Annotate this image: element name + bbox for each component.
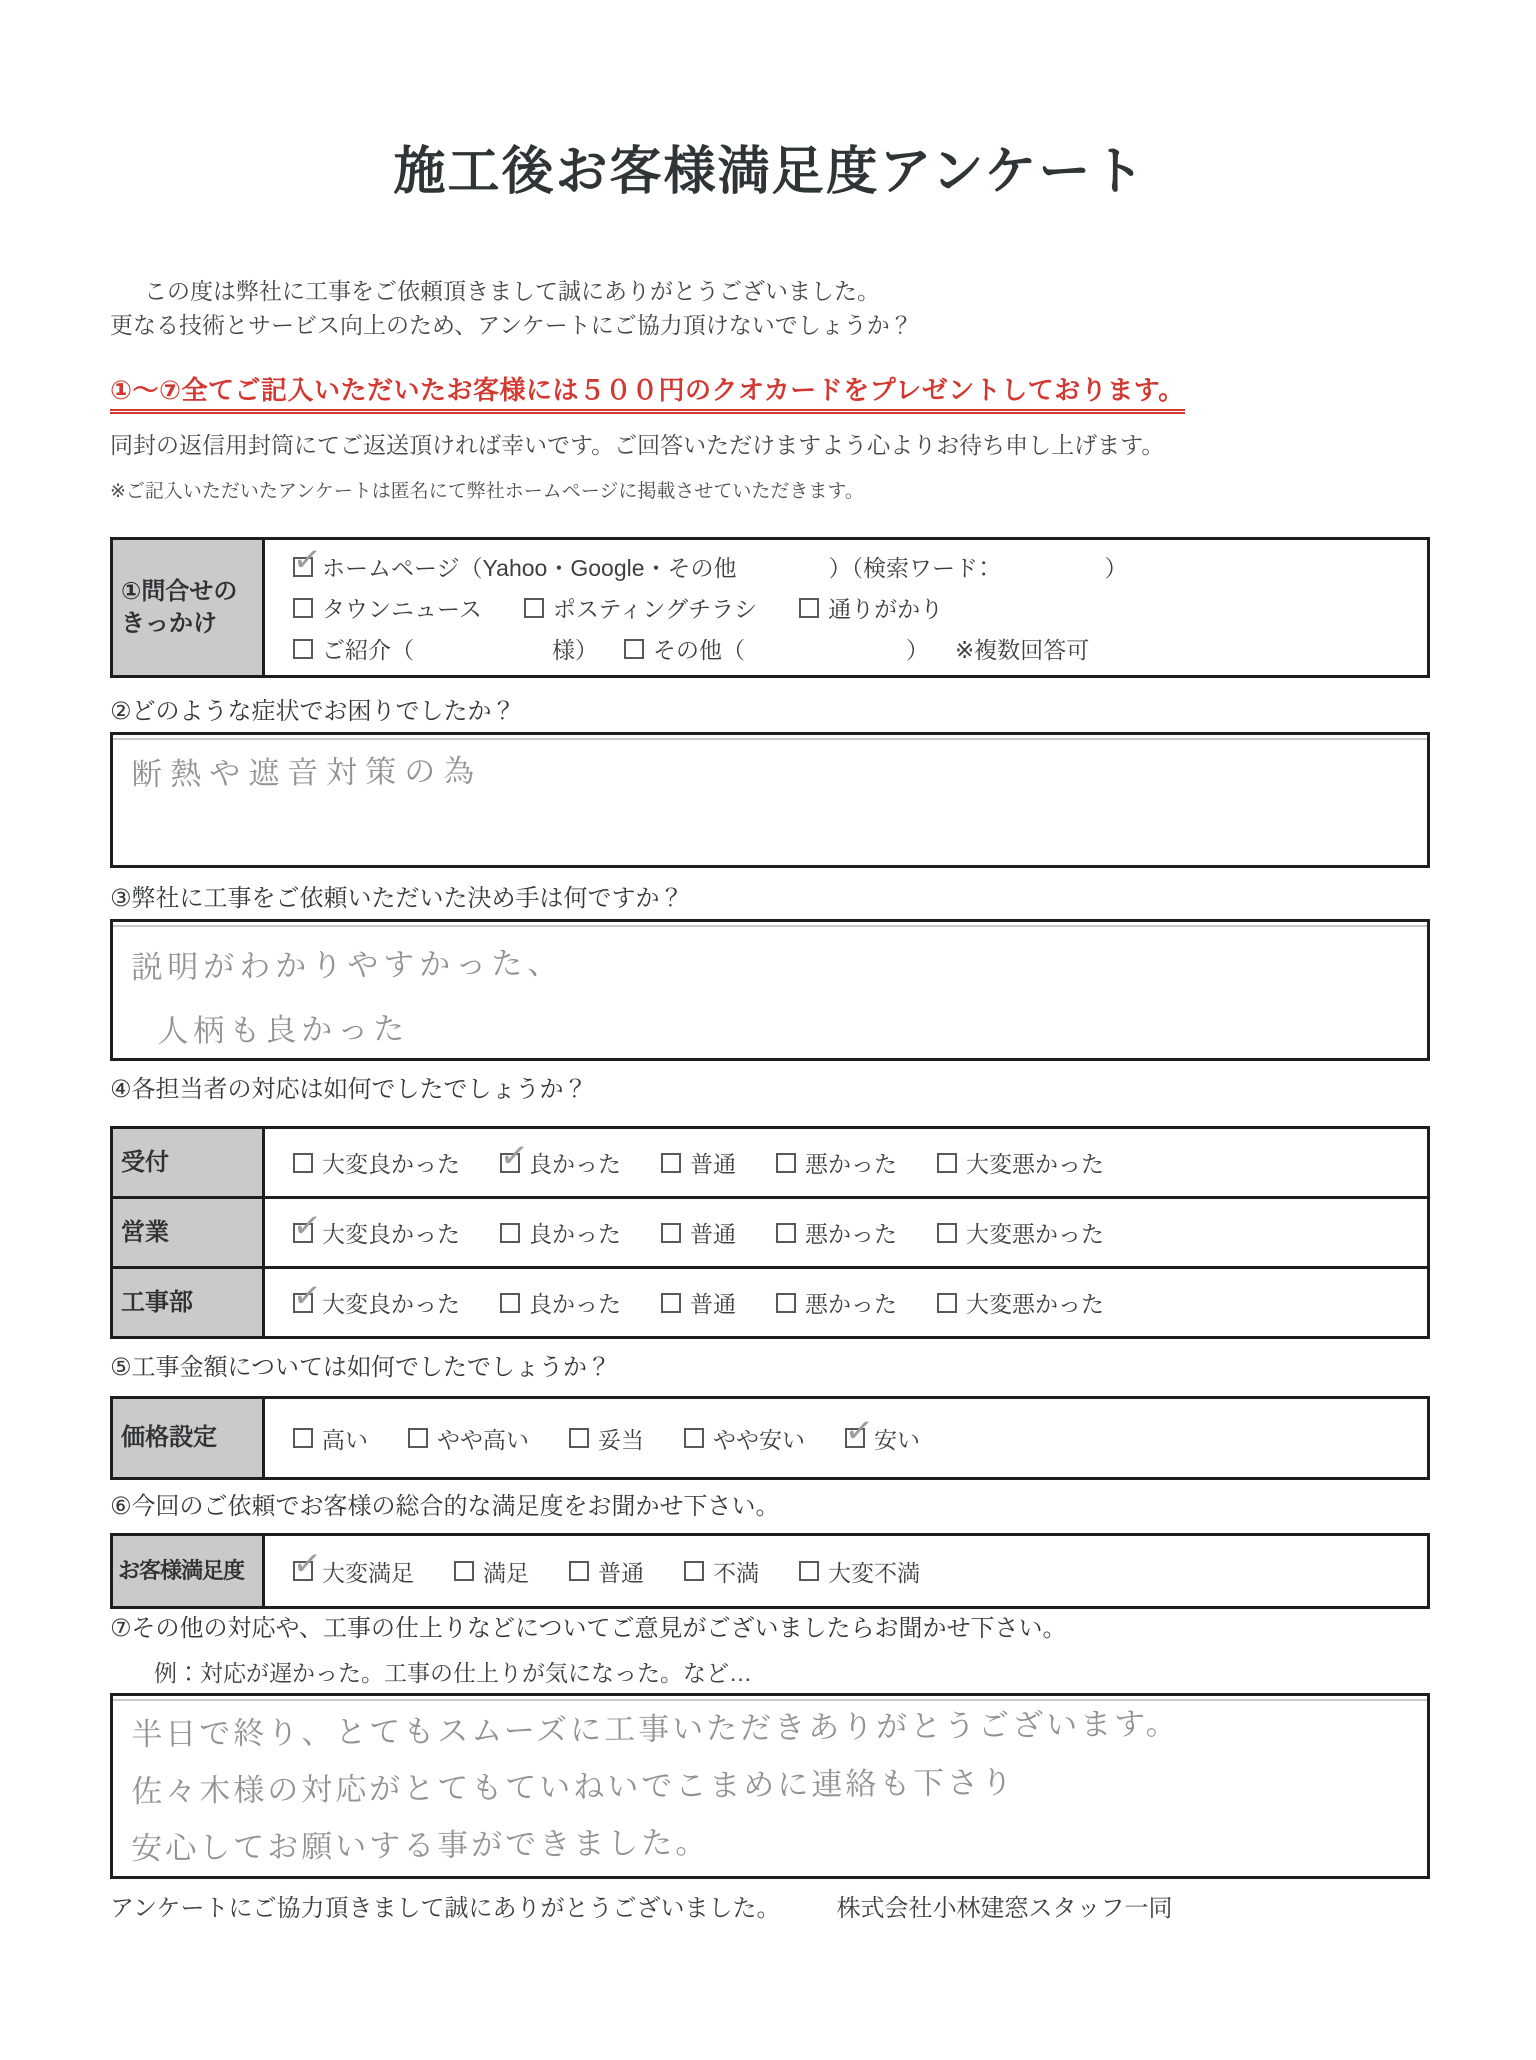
rating-option [661, 1216, 736, 1249]
satisfaction-option [569, 1555, 644, 1588]
rating-option [293, 1286, 460, 1319]
q5-row-header: 価格設定 [113, 1399, 265, 1477]
satisfaction-label: 大変不満 [828, 1559, 920, 1586]
rating-label: 大変悪かった [966, 1291, 1104, 1317]
option-passing-by [799, 591, 943, 624]
rating-option [937, 1146, 1104, 1179]
satisfaction-label: 満足 [483, 1559, 529, 1586]
footer-company: 株式会社小林建窓スタッフ一同 [836, 1895, 1173, 1922]
rating-label: 大変良かった [322, 1291, 460, 1317]
q5-options-cell [265, 1399, 1427, 1477]
price-option [408, 1422, 529, 1455]
option-homepage [293, 550, 1128, 583]
q2-question: ②どのような症状でお困りでしたか？ [110, 698, 516, 725]
rating-option [937, 1216, 1104, 1249]
checkbox-reception-good[interactable] [500, 1153, 520, 1173]
rating-label: 普通 [690, 1291, 736, 1317]
price-option [845, 1422, 920, 1455]
option-town-news [293, 591, 482, 624]
q7-handwritten-line1: 半日で終り、とてもスムーズに工事いただきありがとうございます。 [131, 1706, 1180, 1752]
price-label: 妥当 [598, 1426, 644, 1453]
checkbox-very-dissatisfied[interactable] [799, 1561, 819, 1581]
checkbox-sales-normal[interactable] [661, 1223, 681, 1243]
checkbox-construction-bad[interactable] [776, 1293, 796, 1313]
checkbox-other[interactable] [624, 639, 644, 659]
q3-handwritten-answer-line1: 説明がわかりやすかった、 [131, 945, 564, 985]
q4-row-sales-header: 営業 [113, 1199, 265, 1266]
checkbox-construction-verygood[interactable] [293, 1293, 313, 1313]
option-referral [293, 632, 598, 665]
checkbox-homepage[interactable] [293, 557, 313, 577]
checkbox-price-cheap[interactable] [845, 1428, 865, 1448]
checkbox-price-high[interactable] [293, 1428, 313, 1448]
q4-row-reception-options [265, 1129, 1427, 1196]
q2-handwritten-answer: 断熱や遮音対策の為 [131, 753, 483, 792]
q1-option-row-1 [293, 546, 1417, 587]
rating-label: 良かった [529, 1291, 621, 1317]
checkbox-passing-by[interactable] [799, 598, 819, 618]
checkbox-reception-verybad[interactable] [937, 1153, 957, 1173]
rating-label: 普通 [690, 1151, 736, 1177]
satisfaction-label: 普通 [598, 1559, 644, 1586]
q1-options-cell [265, 540, 1427, 675]
option-posting-flyer [524, 591, 757, 624]
checkbox-very-satisfied[interactable] [293, 1561, 313, 1581]
checkbox-normal[interactable] [569, 1561, 589, 1581]
intro-paragraph [110, 274, 1430, 342]
satisfaction-option [454, 1555, 529, 1588]
q6-satisfaction-table [110, 1533, 1430, 1609]
q5-question: ⑤工事金額については如何でしたでしょうか？ [110, 1354, 612, 1381]
rating-option [293, 1216, 460, 1249]
price-option [684, 1422, 805, 1455]
checkbox-price-fair[interactable] [569, 1428, 589, 1448]
q6-options-cell [265, 1536, 1427, 1606]
q1-option-row-2 [293, 587, 1417, 628]
rating-option [776, 1216, 897, 1249]
checkbox-price-bit-high[interactable] [408, 1428, 428, 1448]
price-option [569, 1422, 644, 1455]
rating-label: 大変良かった [322, 1151, 460, 1177]
rating-label: 大変悪かった [966, 1151, 1104, 1177]
multiple-answers-note [955, 632, 1089, 665]
page-title: 施工後お客様満足度アンケート [393, 143, 1147, 201]
option-other [624, 632, 929, 665]
q4-row-reception-header: 受付 [113, 1129, 265, 1196]
survey-page [0, 140, 1536, 2060]
q4-row-reception [113, 1129, 1427, 1196]
satisfaction-label: 大変満足 [322, 1559, 414, 1586]
rating-label: 大変良かった [322, 1221, 460, 1247]
q4-row-construction-options [265, 1269, 1427, 1336]
campaign-text: ①～⑦全てご記入いただいたお客様には５００円のクオカードをプレゼントしております。 [110, 374, 1185, 414]
rating-label: 良かった [529, 1151, 621, 1177]
checkbox-satisfied[interactable] [454, 1561, 474, 1581]
checkbox-town-news[interactable] [293, 598, 313, 618]
intro-line-1: この度は弊社に工事をご依頼頂きまして誠にありがとうございました。 [144, 278, 880, 304]
checkbox-dissatisfied[interactable] [684, 1561, 704, 1581]
rating-label: 悪かった [805, 1291, 897, 1317]
checkbox-price-bit-cheap[interactable] [684, 1428, 704, 1448]
q1-row-header-line1: ①問合せの [121, 577, 238, 605]
multiple-answers-note-label: ※複数回答可 [955, 637, 1090, 663]
checkbox-construction-normal[interactable] [661, 1293, 681, 1313]
checkbox-sales-verybad[interactable] [937, 1223, 957, 1243]
rating-option [937, 1286, 1104, 1319]
satisfaction-label: 不満 [713, 1559, 759, 1586]
q4-row-construction [113, 1266, 1427, 1336]
q4-question: ④各担当者の対応は如何でしたでしょうか？ [110, 1076, 588, 1103]
campaign-banner [110, 374, 1430, 414]
checkbox-construction-verybad[interactable] [937, 1293, 957, 1313]
satisfaction-option [799, 1555, 920, 1588]
intro-line-2: 更なる技術とサービス向上のため、アンケートにご協力頂けないでしょうか？ [110, 312, 913, 338]
q2-answer-box [110, 732, 1430, 868]
rating-option [661, 1286, 736, 1319]
q4-row-sales [113, 1196, 1427, 1266]
rating-label: 普通 [690, 1221, 736, 1247]
q7-question: ⑦その他の対応や、工事の仕上りなどについてご意見がございましたらお聞かせ下さい。 [110, 1615, 1067, 1642]
q3-answer-box [110, 919, 1430, 1061]
satisfaction-option [684, 1555, 759, 1588]
q1-contact-trigger-table [110, 537, 1430, 678]
price-label: 安い [874, 1426, 920, 1453]
option-posting-flyer-label: ポスティングチラシ [552, 596, 758, 622]
option-other-label: その他（ ） [653, 637, 929, 663]
satisfaction-option [293, 1555, 414, 1588]
rating-option [500, 1146, 621, 1179]
q5-price-table [110, 1396, 1430, 1480]
checkbox-reception-verygood[interactable] [293, 1153, 313, 1173]
rating-option [661, 1146, 736, 1179]
price-label: やや高い [437, 1426, 529, 1453]
rating-label: 悪かった [805, 1151, 897, 1177]
rating-label: 悪かった [805, 1221, 897, 1247]
q7-answer-box [110, 1693, 1430, 1879]
rating-option [776, 1286, 897, 1319]
q7-handwritten-line2: 佐々木様の対応がとてもていねいでこまめに連絡も下さり [131, 1764, 1016, 1809]
q1-row-header-line2: きっかけ [121, 609, 217, 637]
q7-example-line: 例：対応が遅かった。工事の仕上りが気になった。など… [154, 1660, 752, 1686]
price-option [293, 1422, 368, 1455]
checkbox-sales-good[interactable] [500, 1223, 520, 1243]
rating-option [500, 1286, 621, 1319]
q4-row-construction-header: 工事部 [113, 1269, 265, 1336]
checkbox-sales-verygood[interactable] [293, 1223, 313, 1243]
rating-option [776, 1146, 897, 1179]
rating-option [293, 1146, 460, 1179]
q3-question: ③弊社に工事をご依頼いただいた決め手は何ですか？ [110, 885, 684, 912]
checkbox-posting-flyer[interactable] [524, 598, 544, 618]
q6-question: ⑥今回のご依頼でお客様の総合的な満足度をお聞かせ下さい。 [110, 1493, 780, 1520]
q4-row-sales-options [265, 1199, 1427, 1266]
checkbox-sales-bad[interactable] [776, 1223, 796, 1243]
anonymity-note: ※ご記入いただいたアンケートは匿名にて弊社ホームページに掲載させていただきます。 [110, 481, 864, 502]
checkbox-referral[interactable] [293, 639, 313, 659]
q1-row-header [113, 540, 265, 675]
intro-line-3: 同封の返信用封筒にてご返送頂ければ幸いです。ご回答いただけますよう心よりお待ち申し上げます。 [110, 432, 1165, 458]
price-label: やや安い [713, 1426, 805, 1453]
checkbox-reception-normal[interactable] [661, 1153, 681, 1173]
q3-handwritten-answer-line2: 人柄も良かった [157, 1011, 410, 1049]
option-homepage-label: ホームページ（Yahoo・Google・その他 ）（検索ワード： ） [322, 555, 1128, 581]
option-passing-by-label: 通りがかり [828, 596, 944, 622]
price-label: 高い [322, 1426, 368, 1453]
rating-option [500, 1216, 621, 1249]
q7-handwritten-line3: 安心してお願いする事ができました。 [131, 1824, 710, 1866]
q4-staff-rating-table [110, 1126, 1430, 1339]
footer-thanks: アンケートにご協力頂きまして誠にありがとうございました。 [110, 1895, 781, 1922]
option-referral-label: ご紹介（ 様） [322, 637, 598, 663]
q1-option-row-3 [293, 628, 1417, 669]
q6-row-header: お客様満足度 [113, 1536, 265, 1606]
checkbox-reception-bad[interactable] [776, 1153, 796, 1173]
rating-label: 大変悪かった [966, 1221, 1104, 1247]
option-town-news-label: タウンニュース [322, 596, 482, 622]
rating-label: 良かった [529, 1221, 621, 1247]
footer [110, 1888, 1430, 1923]
checkbox-construction-good[interactable] [500, 1293, 520, 1313]
